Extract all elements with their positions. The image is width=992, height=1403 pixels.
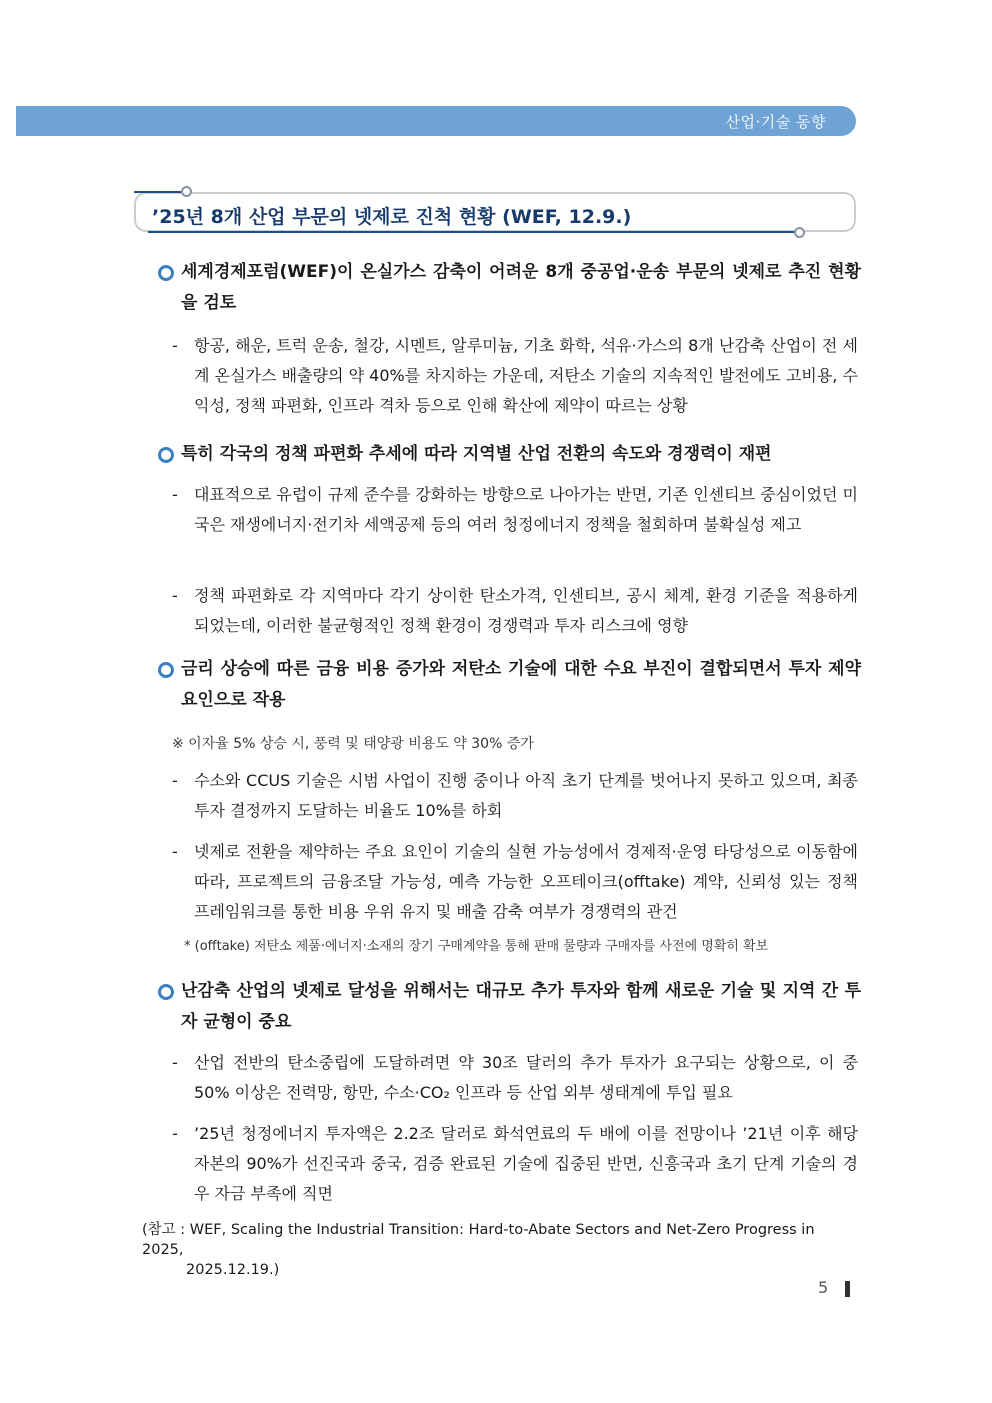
bullet-circle-icon bbox=[158, 662, 174, 678]
dash-marker: - bbox=[172, 1124, 178, 1143]
section-note: ※ 이자율 5% 상승 시, 풍력 및 태양광 비용도 약 30% 증가 bbox=[172, 736, 534, 752]
section-heading: 특히 각국의 정책 파편화 추세에 따라 지역별 산업 전환의 속도와 경쟁력이 재편 bbox=[181, 444, 772, 464]
bullet-circle-icon bbox=[158, 984, 174, 1000]
list-item: 정책 파편화로 각 지역마다 각기 상이한 탄소가격, 인센티브, 공시 체계, 환경 기준을 적용하게 되었는데, 이러한 불균형적인 정책 환경이 경쟁력과 투자 리스크에 영향 bbox=[194, 586, 858, 635]
bullet-circle-icon bbox=[158, 447, 174, 463]
section-label: 산업·기술 동향 bbox=[725, 113, 826, 131]
list-item: 대표적으로 유럽이 규제 준수를 강화하는 방향으로 나아가는 반면, 기존 인센티브 중심이었던 미국은 재생에너지·전기차 세액공제 등의 여러 청정에너지 정책을 철회하며 불확실성 제고 bbox=[194, 485, 858, 534]
footnote: * (offtake) 저탄소 제품·에너지·소재의 장기 구매계약을 통해 판매 물량과 구매자를 사전에 명확히 확보 bbox=[184, 939, 769, 954]
reference-line-1: WEF, Scaling the Industrial Transition: Hard-to-Abate Sectors and Net-Zero Progress in 2025, bbox=[142, 1222, 815, 1258]
title-dot-bottom bbox=[794, 227, 805, 238]
title-dot-top bbox=[181, 186, 192, 197]
section-heading: 세계경제포럼(WEF)이 온실가스 감축이 어려운 8개 중공업·운송 부문의 넷제로 추진 현황을 검토 bbox=[181, 262, 861, 313]
list-item: 항공, 해운, 트럭 운송, 철강, 시멘트, 알루미늄, 기초 화학, 석유·가스의 8개 난감축 산업이 전 세계 온실가스 배출량의 약 40%를 차지하는 가운데, 저탄소 기술의 지속적인 발전에도 고비용, 수익성, 정책 파편화, 인프라 격차 등으로 인해 확산에 제약이 따르는 상황 bbox=[194, 336, 858, 415]
dash-marker: - bbox=[172, 336, 178, 355]
header-band bbox=[16, 106, 856, 136]
title-accent-line bbox=[134, 191, 184, 193]
list-item: 산업 전반의 탄소중립에 도달하려면 약 30조 달러의 추가 투자가 요구되는 상황으로, 이 중 50% 이상은 전력망, 항만, 수소·CO₂ 인프라 등 산업 외부 생태계에 투입 필요 bbox=[194, 1053, 858, 1102]
section-heading: 난감축 산업의 넷제로 달성을 위해서는 대규모 추가 투자와 함께 새로운 기술 및 지역 간 투자 균형이 중요 bbox=[181, 981, 861, 1032]
bullet-circle-icon bbox=[158, 265, 174, 281]
page-title: ’25년 8개 산업 부문의 넷제로 진척 현황 (WEF, 12.9.) bbox=[152, 206, 632, 228]
reference bbox=[142, 1220, 858, 1280]
dash-marker: - bbox=[172, 771, 178, 790]
list-item: ’25년 청정에너지 투자액은 2.2조 달러로 화석연료의 두 배에 이를 전망이나 ’21년 이후 해당 자본의 90%가 선진국과 중국, 검증 완료된 기술에 집중된 반면, 신흥국과 초기 단계 기술의 경우 자금 부족에 직면 bbox=[194, 1124, 858, 1203]
page-number-bar bbox=[845, 1281, 850, 1297]
page-number: 5 bbox=[818, 1278, 829, 1297]
dash-marker: - bbox=[172, 586, 178, 605]
list-item: 넷제로 전환을 제약하는 주요 요인이 기술의 실현 가능성에서 경제적·운영 타당성으로 이동함에 따라, 프로젝트의 금융조달 가능성, 예측 가능한 오프테이크(offtake) 계약, 신뢰성 있는 정책 프레임워크를 통한 비용 우위 유지 및 배출 감축 여부가 경쟁력의 관건 bbox=[194, 842, 858, 921]
list-item: 수소와 CCUS 기술은 시범 사업이 진행 중이나 아직 초기 단계를 벗어나지 못하고 있으며, 최종 투자 결정까지 도달하는 비율도 10%를 하회 bbox=[194, 771, 858, 820]
reference-prefix: (참고 : bbox=[142, 1222, 186, 1238]
reference-line-2: 2025.12.19.) bbox=[186, 1262, 280, 1278]
dash-marker: - bbox=[172, 1053, 178, 1072]
section-heading: 금리 상승에 따른 금융 비용 증가와 저탄소 기술에 대한 수요 부진이 결합되면서 투자 제약 요인으로 작용 bbox=[181, 659, 861, 710]
dash-marker: - bbox=[172, 842, 178, 861]
title-underline bbox=[148, 231, 796, 233]
dash-marker: - bbox=[172, 485, 178, 504]
